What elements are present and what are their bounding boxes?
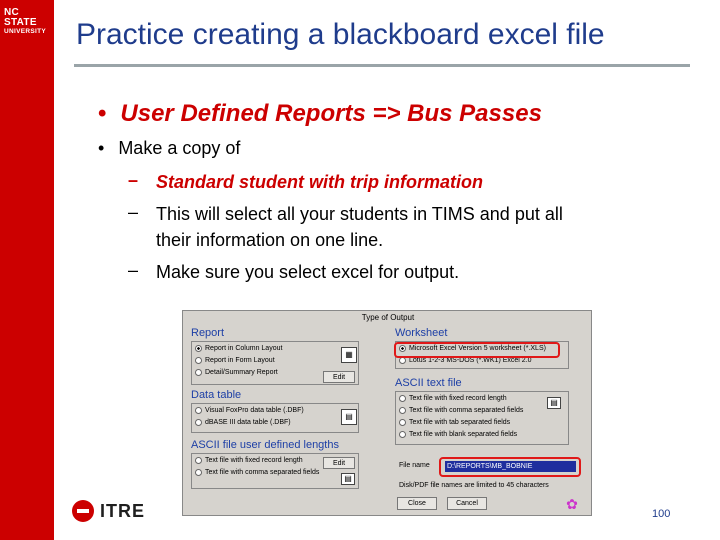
sub-bullet-select-students: This will select all your students in TIMS and put all bbox=[156, 204, 563, 224]
radio-icon bbox=[399, 407, 406, 414]
itre-mark-icon bbox=[72, 500, 94, 522]
report-layout-icon: ▦ bbox=[341, 347, 357, 363]
text-file-icon: ▤ bbox=[547, 397, 561, 409]
radio-icon bbox=[195, 469, 202, 476]
radio-icon bbox=[195, 369, 202, 376]
radio-icon bbox=[195, 457, 202, 464]
slide-title: Practice creating a blackboard excel file bbox=[76, 18, 605, 51]
ascii-group-label: ASCII text file bbox=[395, 377, 462, 389]
option-label: Text file with tab separated fields bbox=[409, 419, 511, 426]
datatable-option-foxpro[interactable] bbox=[195, 407, 304, 414]
disk-note: Disk/PDF file names are limited to 45 characters bbox=[399, 482, 549, 489]
radio-icon bbox=[195, 357, 202, 364]
logo-line1: NC STATE bbox=[4, 7, 37, 28]
cancel-button[interactable]: Cancel bbox=[447, 497, 487, 510]
dash-1: – bbox=[128, 170, 139, 190]
filename-label: File name bbox=[399, 462, 430, 469]
option-label: Text file with comma separated fields bbox=[409, 407, 524, 414]
ascii-option-comma[interactable] bbox=[399, 407, 523, 414]
option-label: Text file with fixed record length bbox=[409, 395, 507, 402]
datatable-option-dbase[interactable] bbox=[195, 419, 291, 426]
radio-icon bbox=[399, 395, 406, 402]
dash-2: – bbox=[128, 202, 139, 222]
datatable-group-label: Data table bbox=[191, 389, 242, 401]
userdef-edit-button[interactable]: Edit bbox=[323, 457, 355, 469]
dash-3: – bbox=[128, 260, 139, 280]
bullet1-text: User Defined Reports => Bus Passes bbox=[120, 100, 542, 127]
report-option-detail[interactable] bbox=[195, 369, 278, 376]
page-number: 100 bbox=[652, 508, 671, 520]
table-icon: ▤ bbox=[341, 409, 357, 425]
worksheet-option-lotus[interactable] bbox=[399, 357, 532, 364]
dialog-title: Type of Output bbox=[361, 313, 415, 322]
userdef-option-comma[interactable] bbox=[195, 469, 319, 476]
bullet-make-copy bbox=[98, 138, 240, 159]
bullet-dot: • bbox=[98, 100, 107, 127]
radio-icon bbox=[399, 431, 406, 438]
option-label: Text file with blank separated fields bbox=[409, 431, 518, 438]
radio-icon bbox=[195, 345, 202, 352]
text-file-icon: ▤ bbox=[341, 473, 355, 485]
type-of-output-dialog bbox=[182, 310, 592, 516]
radio-icon bbox=[195, 407, 202, 414]
sub-bullet-select-students-cont: their information on one line. bbox=[156, 230, 384, 250]
logo-line2: UNIVERSITY bbox=[4, 28, 47, 35]
filename-highlight bbox=[439, 457, 581, 477]
report-option-column[interactable] bbox=[195, 345, 282, 352]
close-button[interactable]: Close bbox=[397, 497, 437, 510]
option-label: Detail/Summary Report bbox=[205, 369, 278, 376]
bullet-user-defined-reports bbox=[98, 100, 542, 128]
radio-icon bbox=[399, 357, 406, 364]
option-label: Microsoft Excel Version 5 worksheet (*.XLS) bbox=[409, 345, 546, 352]
radio-icon bbox=[399, 419, 406, 426]
option-label: Report in Form Layout bbox=[205, 357, 275, 364]
title-divider bbox=[74, 64, 690, 67]
bullet-dot: • bbox=[98, 138, 105, 158]
option-label: Text file with comma separated fields bbox=[205, 469, 320, 476]
color-wheel-icon: ✿ bbox=[566, 496, 578, 512]
option-label: Text file with fixed record length bbox=[205, 457, 303, 464]
report-group-label: Report bbox=[191, 327, 225, 339]
option-label: Lotus 1-2-3 MS-DOS (*.WK1) Excel 2.0 bbox=[409, 357, 532, 364]
ascii-option-blank[interactable] bbox=[399, 431, 517, 438]
option-label: dBASE III data table (.DBF) bbox=[205, 419, 291, 426]
worksheet-group-label: Worksheet bbox=[395, 327, 448, 339]
option-label: Report in Column Layout bbox=[205, 345, 283, 352]
itre-wordmark: ITRE bbox=[100, 500, 146, 521]
filename-input[interactable]: D:\REPORTS\MB_BOBNIE bbox=[445, 461, 576, 472]
ascii-option-tab[interactable] bbox=[399, 419, 510, 426]
ncstate-logo bbox=[4, 8, 52, 36]
report-option-form[interactable] bbox=[195, 357, 275, 364]
sub-bullet-select-excel: Make sure you select excel for output. bbox=[156, 262, 460, 282]
bullet2-text: Make a copy of bbox=[118, 138, 241, 158]
sub-bullet-standard-student: Standard student with trip information bbox=[156, 172, 483, 192]
radio-icon bbox=[195, 419, 202, 426]
excel-option-highlight bbox=[394, 342, 560, 358]
option-label: Visual FoxPro data table (.DBF) bbox=[205, 407, 304, 414]
userdef-option-fixed[interactable] bbox=[195, 457, 303, 464]
userdef-group-label: ASCII file user defined lengths bbox=[191, 439, 339, 451]
ascii-option-fixed[interactable] bbox=[399, 395, 507, 402]
brand-sidebar bbox=[0, 0, 54, 540]
report-edit-button[interactable]: Edit bbox=[323, 371, 355, 383]
itre-logo bbox=[72, 500, 145, 522]
